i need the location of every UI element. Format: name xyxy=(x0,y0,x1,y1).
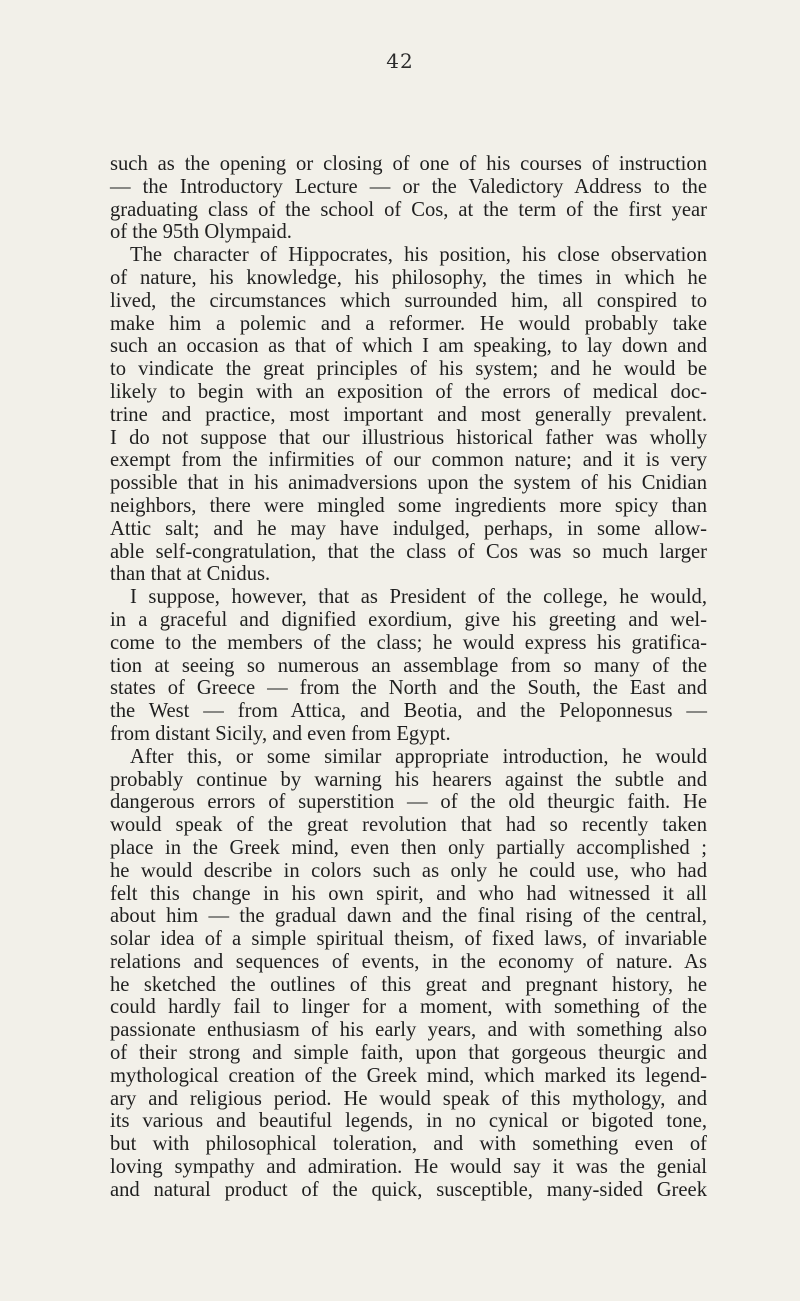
text-line: graduating class of the school of Cos, at the term of the first year xyxy=(110,198,707,221)
text-line: he would describe in colors such as only he could use, who had xyxy=(110,859,707,882)
body-text xyxy=(110,153,707,1202)
text-line: such as the opening or closing of one of his courses of instruction xyxy=(110,153,707,175)
text-line: loving sympathy and admiration. He would say it was the genial xyxy=(110,1156,707,1179)
text-line: After this, or some similar appropriate introduction, he would xyxy=(130,745,707,768)
text-line: mythological creation of the Greek mind, which marked its legend- xyxy=(110,1064,707,1087)
text-line: relations and sequences of events, in the economy of nature. As xyxy=(110,950,707,973)
text-line: exempt from the infirmities of our common nature; and it is very xyxy=(110,449,707,472)
text-line: possible that in his animadversions upon the system of his Cnidian xyxy=(110,472,707,495)
text-line: about him — the gradual dawn and the final rising of the central, xyxy=(110,905,707,928)
text-line: such an occasion as that of which I am speaking, to lay down and xyxy=(110,335,707,358)
text-line: trine and practice, most important and most generally prevalent. xyxy=(110,403,707,426)
text-line: solar idea of a simple spiritual theism, of fixed laws, of invariable xyxy=(110,928,707,951)
text-line: would speak of the great revolution that had so recently taken xyxy=(110,814,707,837)
text-line: felt this change in his own spirit, and who had witnessed it all xyxy=(110,882,707,905)
text-line: I do not suppose that our illustrious historical father was wholly xyxy=(110,426,707,449)
text-line: could hardly fail to linger for a moment, with something of the xyxy=(110,996,707,1019)
page-number: 42 xyxy=(386,49,414,73)
text-line: than that at Cnidus. xyxy=(110,563,271,586)
text-line: from distant Sicily, and even from Egypt. xyxy=(110,722,451,745)
text-line: neighbors, there were mingled some ingredients more spicy than xyxy=(110,494,707,517)
text-line: tion at seeing so numerous an assemblage from so many of the xyxy=(110,654,707,677)
text-line: and natural product of the quick, susceptible, many-sided Greek xyxy=(110,1178,707,1201)
text-line: I suppose, however, that as President of the college, he would, xyxy=(130,586,707,609)
text-line: able self-congratulation, that the class of Cos was so much larger xyxy=(110,540,707,563)
text-line: of the 95th Olympaid. xyxy=(110,221,292,244)
text-line: likely to begin with an exposition of the errors of medical doc- xyxy=(110,380,707,403)
text-line: The character of Hippocrates, his position, his close observation xyxy=(130,244,707,267)
text-line: passionate enthusiasm of his early years, and with something also xyxy=(110,1019,707,1042)
text-line: lived, the circumstances which surrounded him, all conspired to xyxy=(110,289,707,312)
text-line: of their strong and simple faith, upon that gorgeous theurgic and xyxy=(110,1042,707,1065)
text-line: states of Greece — from the North and the South, the East and xyxy=(110,677,707,700)
text-line: but with philosophical toleration, and with something even of xyxy=(110,1133,707,1156)
text-line: probably continue by warning his hearers against the subtle and xyxy=(110,768,707,791)
text-line: the West — from Attica, and Beotia, and the Peloponnesus — xyxy=(110,700,707,723)
text-line: dangerous errors of superstition — of the old theurgic faith. He xyxy=(110,791,707,814)
text-line: come to the members of the class; he would express his gratifica- xyxy=(110,631,707,654)
text-line: make him a polemic and a reformer. He would probably take xyxy=(110,312,707,335)
text-line: to vindicate the great principles of his system; and he would be xyxy=(110,358,707,381)
text-line: — the Introductory Lecture — or the Valedictory Address to the xyxy=(110,175,707,198)
text-line: in a graceful and dignified exordium, give his greeting and wel- xyxy=(110,608,707,631)
text-line: Attic salt; and he may have indulged, perhaps, in some allow- xyxy=(110,517,707,540)
text-line: he sketched the outlines of this great and pregnant history, he xyxy=(110,973,707,996)
text-line: ary and religious period. He would speak of this mythology, and xyxy=(110,1087,707,1110)
text-line: of nature, his knowledge, his philosophy, the times in which he xyxy=(110,266,707,289)
text-line: place in the Greek mind, even then only partially accomplished ; xyxy=(110,836,707,859)
text-line: its various and beautiful legends, in no cynical or bigoted tone, xyxy=(110,1110,707,1133)
